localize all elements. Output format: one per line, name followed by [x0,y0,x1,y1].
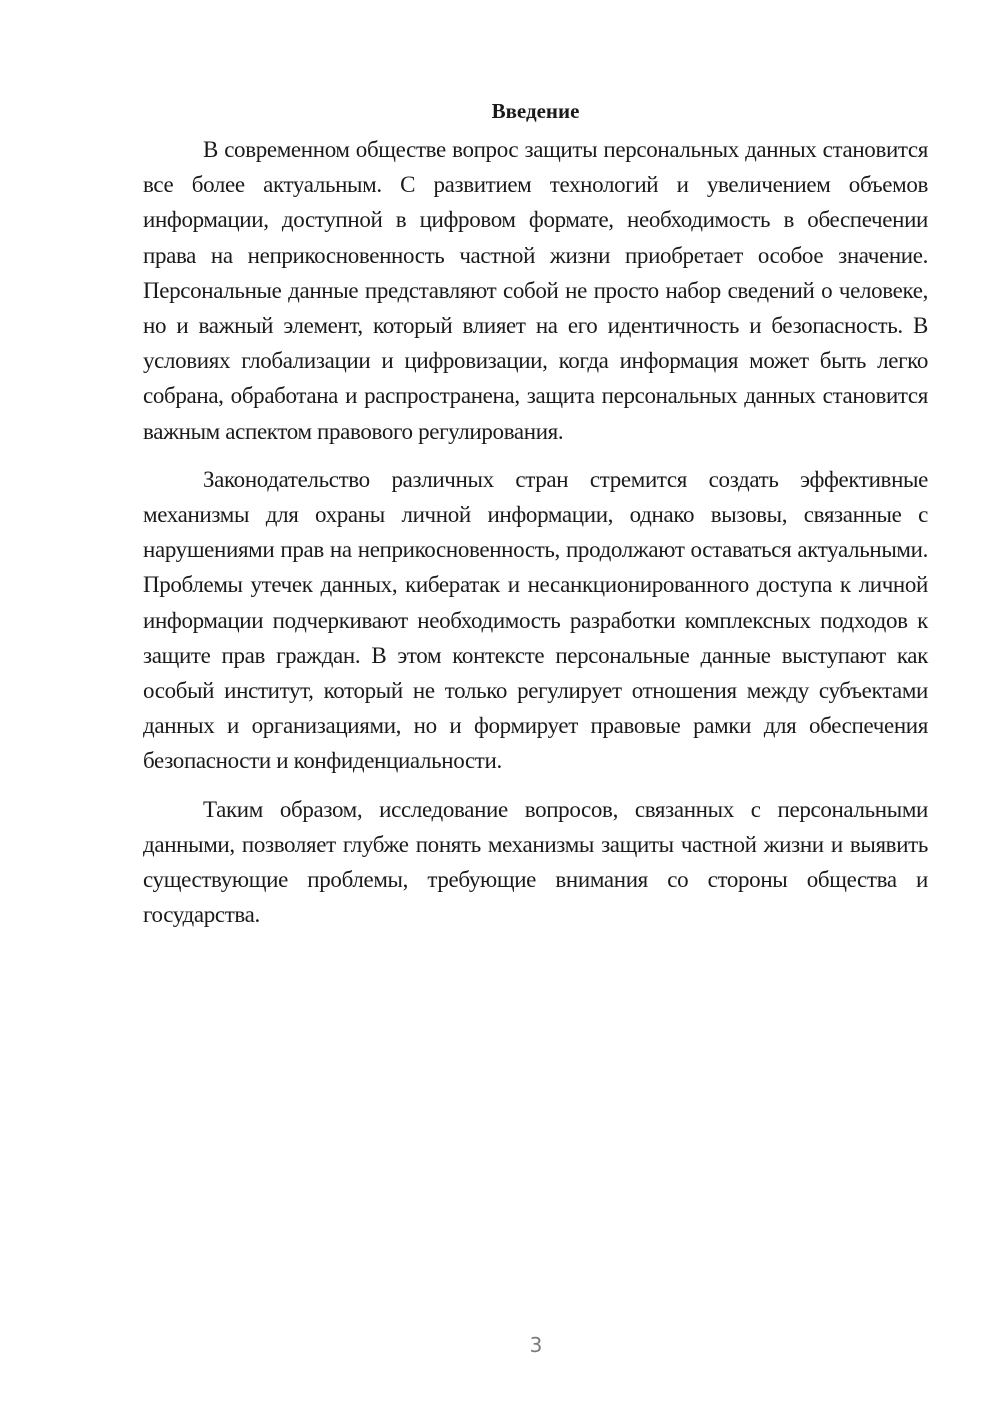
document-page [143,94,928,932]
section-title: Введение [491,99,580,123]
paragraph-introduction: В современном обществе вопрос защиты персональных данных становится все более актуальным. С развитием технологий и увеличением объемов информации, доступной в цифровом формате, необходимость в обеспечении права на неприкосновенность частной жизни приобретает особое значение. Персональные данные представляют собой не просто набор сведений о человеке, но и важный элемент, который влияет на его идентичность и безопасность. В условиях глобализации и цифровизации, когда информация может быть легко собрана, обработана и распространена, защита персональных данных становится важным аспектом правового регулирования. [143,137,928,444]
paragraph-legislation: Законодательство различных стран стремится создать эффективные механизмы для охраны личной информации, однако вызовы, связанные с нарушениями прав на неприкосновенность, продолжают оставаться актуальными. Проблемы утечек данных, кибератак и несанкционированного доступа к личной информации подчеркивают необходимость разработки комплексных подходов к защите прав граждан. В этом контексте персональные данные выступают как особый институт, который не только регулирует отношения между субъектами данных и организациями, но и формирует правовые рамки для обеспечения безопасности и конфиденциальности. [143,466,928,774]
paragraph-conclusion: Таким образом, исследование вопросов, связанных с персональными данными, позволяет глубже понять механизмы защиты частной жизни и выявить существующие проблемы, требующие внимания со стороны общества и государства. [143,796,928,928]
page-number: 3 [529,1333,543,1357]
